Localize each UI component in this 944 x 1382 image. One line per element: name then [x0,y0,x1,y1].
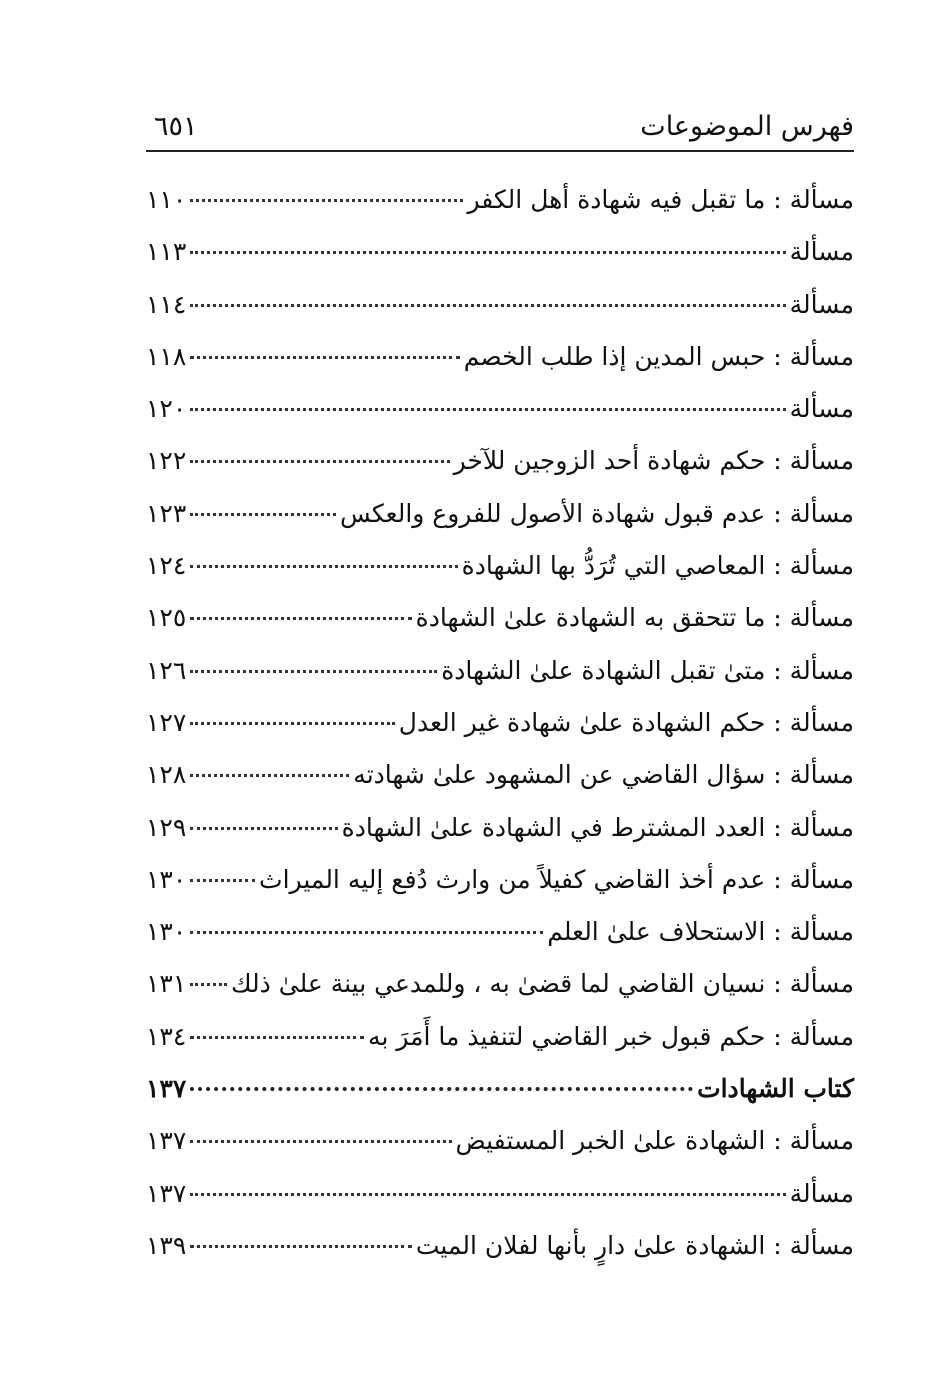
toc-entry [146,226,854,278]
dot-leader [190,169,463,202]
toc-entry-title: مسألة : الشهادة علىٰ دارٍ بأنها لفلان الميت [415,1230,854,1260]
dot-leader [190,901,543,934]
dot-leader [190,483,336,516]
toc-entry-page: ١٢٢ [146,446,187,476]
toc-entry-title: مسألة [789,1178,854,1208]
toc-entry-page: ١٣١ [146,969,187,999]
toc-entry [146,1220,854,1272]
dot-leader [190,221,785,254]
toc-entry-page: ١٢٩ [146,812,187,842]
toc-entry-title: مسألة : نسيان القاضي لما قضىٰ به ، وللمدعي بينة علىٰ ذلك [230,969,854,999]
toc-entry-title: مسألة : المعاصي التي تُرَدُّ بها الشهادة [461,551,854,581]
dot-leader [190,797,337,830]
toc-entry-title: مسألة : حبس المدين إذا طلب الخصم [463,341,854,371]
toc-entry-page: ١٣٧ [146,1178,187,1208]
dot-leader [190,1006,364,1039]
toc-entry-page: ١١٣ [146,237,187,267]
toc-entry-page: ١٣٩ [146,1230,187,1260]
toc-entry [146,958,854,1010]
toc-entry-page: ١٢٠ [146,394,187,424]
toc-entry [146,174,854,226]
dot-leader [190,692,395,725]
dot-leader [190,744,349,777]
toc-entry [146,1115,854,1167]
toc-entry-page: ١٢٣ [146,498,187,528]
toc-entry-page: ١٢٦ [146,655,187,685]
toc-entry-page: ١٢٥ [146,603,187,633]
toc-entry [146,906,854,958]
toc-section-title: كتاب الشهادات [697,1074,854,1104]
dot-leader [190,326,460,359]
toc-entry-title: مسألة : العدد المشترط في الشهادة علىٰ الشهادة [341,812,854,842]
toc-entry [146,645,854,697]
toc-entry [146,802,854,854]
toc-entry-title: مسألة : حكم الشهادة علىٰ شهادة غير العدل [398,707,854,737]
toc-entry-page: ١٣٠ [146,864,187,894]
toc-entry [146,488,854,540]
toc-entry [146,279,854,331]
dot-leader [190,587,411,620]
dot-leader [190,953,227,986]
toc-section-page: ١٣٧ [146,1074,187,1104]
toc-entry-page: ١٢٤ [146,551,187,581]
dot-leader [190,274,785,307]
toc-entry-title: مسألة : حكم قبول خبر القاضي لتنفيذ ما أَمَرَ به [368,1021,854,1051]
toc-entry-title: مسألة : متىٰ تقبل الشهادة علىٰ الشهادة [441,655,854,685]
toc-entry [146,1168,854,1220]
dot-leader [190,1057,693,1091]
toc-entry-page: ١١٠ [146,185,187,214]
toc-entry-title: مسألة [789,289,854,319]
header-divider [146,150,854,152]
toc-entry-title: مسألة : الاستحلاف علىٰ العلم [547,917,854,947]
toc-entry [146,331,854,383]
page-number: ٦٥١ [154,111,198,142]
toc-entry-title: مسألة : ما تقبل فيه شهادة أهل الكفر [467,185,854,214]
dot-leader [190,1215,412,1248]
toc-entry-title: مسألة : عدم قبول شهادة الأصول للفروع والعكس [339,498,854,528]
toc-entry-page: ١٢٧ [146,707,187,737]
toc-entry [146,697,854,749]
toc-entry-page: ١٢٨ [146,760,187,790]
toc-entry [146,749,854,801]
toc-entry-page: ١٣٧ [146,1126,187,1156]
toc-entry-title: مسألة [789,237,854,267]
page-header [146,104,854,148]
toc-entry [146,854,854,906]
toc-entry-page: ١٣٠ [146,917,187,947]
table-of-contents [146,174,854,1272]
dot-leader [190,849,255,882]
toc-entry-page: ١١٨ [146,341,187,371]
toc-entry-title: مسألة : سؤال القاضي عن المشهود علىٰ شهادته [353,760,854,790]
dot-leader [190,1163,785,1196]
dot-leader [190,430,449,463]
dot-leader [190,640,437,673]
toc-entry-title: مسألة : حكم شهادة أحد الزوجين للآخر [453,446,854,476]
toc-entry [146,592,854,644]
toc-entry-title: مسألة [789,394,854,424]
page-title: فهرس الموضوعات [640,111,854,142]
toc-entry [146,1011,854,1063]
dot-leader [190,1110,451,1143]
toc-entry [146,540,854,592]
toc-entry-title: مسألة : الشهادة علىٰ الخبر المستفيض [455,1126,854,1156]
toc-entry-page: ١٣٤ [146,1021,187,1051]
toc-entry [146,383,854,435]
dot-leader [190,535,457,568]
toc-entry-page: ١١٤ [146,289,187,319]
toc-section-heading [146,1063,854,1115]
toc-entry [146,435,854,487]
toc-entry-title: مسألة : عدم أخذ القاضي كفيلاً من وارث دُفع إليه الميراث [259,864,854,894]
dot-leader [190,378,785,411]
toc-entry-title: مسألة : ما تتحقق به الشهادة علىٰ الشهادة [415,603,854,633]
